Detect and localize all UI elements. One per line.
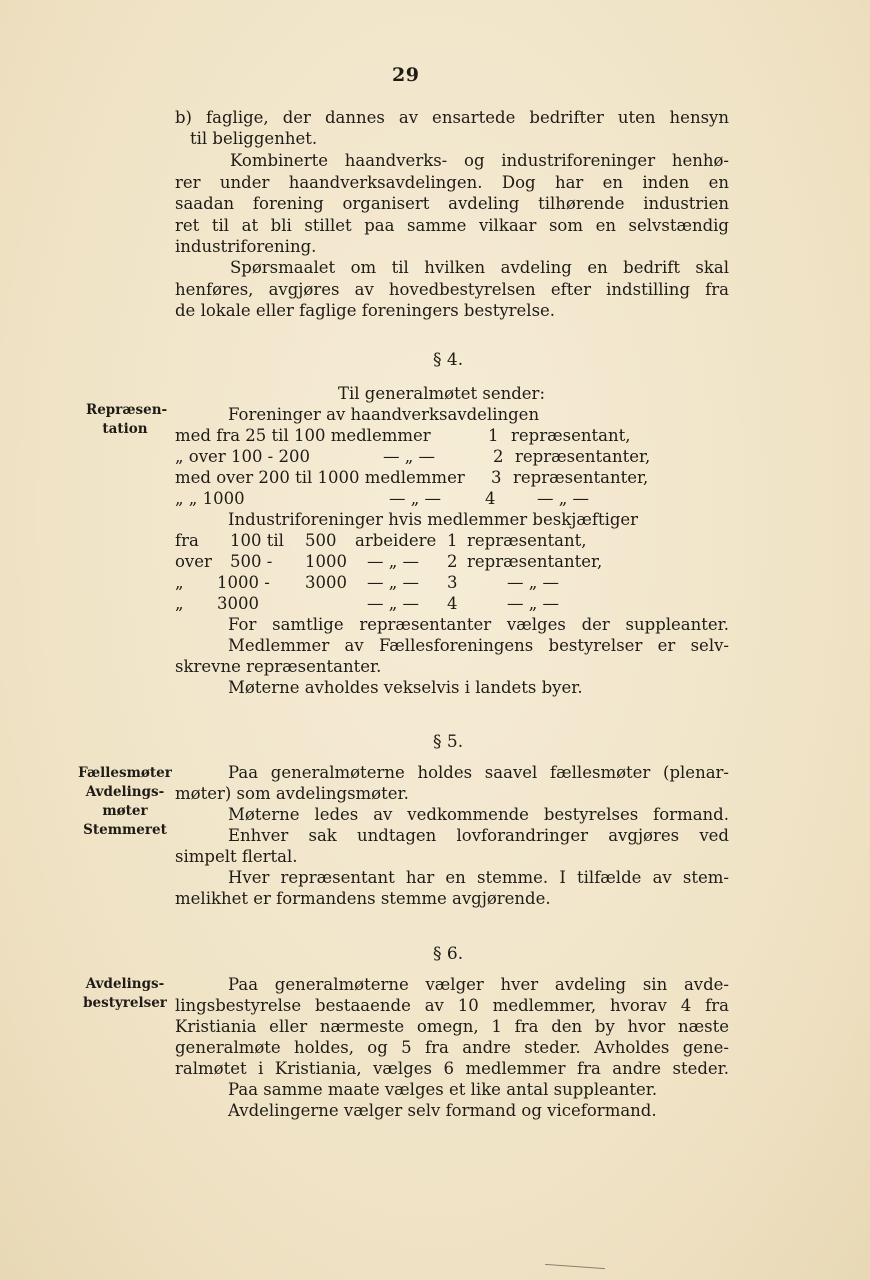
margin-note-line: Repræsen- <box>86 402 168 418</box>
section-6-heading: § 6. <box>433 944 464 964</box>
hv-cell: 3 <box>491 468 502 487</box>
hv-cell: — „ — <box>389 489 442 508</box>
section-6-line: Avdelingerne vælger selv formand og viceformand. <box>228 1101 657 1120</box>
section-4-closing: skrevne repræsentanter. <box>175 657 382 676</box>
section-6-line: generalmøte holdes, og 5 fra andre steder. Avholdes gene- <box>175 1038 729 1057</box>
ind-cell: 500 - <box>230 552 273 571</box>
section-5-line: Hver repræsentant har en stemme. I tilfælde av stem- <box>228 868 729 887</box>
hv-cell: „ over 100 - 200 <box>175 447 310 466</box>
ind-cell: „ <box>175 573 184 592</box>
ind-cell: „ <box>175 594 184 613</box>
margin-note-representation <box>86 401 168 439</box>
section-6-line: Paa generalmøterne vælger hver avdeling sin avde- <box>228 975 729 994</box>
ind-cell: 1000 - <box>217 573 270 592</box>
margin-note-line: Fællesmøter <box>78 765 172 781</box>
ind-cell: 1000 <box>305 552 347 571</box>
margin-note-avdelingsbestyrelser <box>78 975 172 1013</box>
section-4-closing: Møterne avholdes vekselvis i landets byer. <box>228 678 583 697</box>
hv-cell: repræsentant, <box>511 426 631 445</box>
section-5-line: møter) som avdelingsmøter. <box>175 784 409 803</box>
hv-cell: med over 200 til 1000 medlemmer <box>175 468 465 487</box>
section-6-line: Paa samme maate vælges et like antal suppleanter. <box>228 1080 658 1099</box>
section-5-heading: § 5. <box>433 732 464 752</box>
section-4-heading: § 4. <box>433 350 464 370</box>
ind-cell: repræsentant, <box>467 531 587 550</box>
margin-note-line: Avdelings- <box>85 784 165 800</box>
hv-cell: „ „ 1000 <box>175 489 245 508</box>
section-4-closing: For samtlige repræsentanter vælges der suppleanter. <box>228 615 729 634</box>
intro-line: industriforening. <box>175 237 317 256</box>
intro-line: rer under haandverksavdelingen. Dog har en inden en <box>175 173 729 192</box>
intro-line: Kombinerte haandverks- og industriforeninger henhø- <box>230 151 729 170</box>
margin-note-line: bestyrelser <box>83 995 167 1011</box>
section-4-sends: Til generalmøtet sender: <box>338 384 546 403</box>
section-4-ind-title: Industriforeninger hvis medlemmer beskjæftiger <box>228 510 639 529</box>
margin-note-line: tation <box>102 421 148 437</box>
section-5-line: Enhver sak undtagen lovforandringer avgjøres ved <box>228 826 729 845</box>
ind-cell: 2 <box>447 552 458 571</box>
intro-line: ret til at bli stillet paa samme vilkaar som en selvstændig <box>175 216 729 235</box>
hv-cell: — „ — <box>537 489 590 508</box>
hv-cell: 1 <box>488 426 499 445</box>
ind-cell: — „ — <box>367 552 420 571</box>
ind-cell: fra <box>175 531 199 550</box>
ind-cell: 3000 <box>305 573 347 592</box>
section-5-line: melikhet er formandens stemme avgjørende. <box>175 889 551 908</box>
section-5-line: Møterne ledes av vedkommende bestyrelses formand. <box>228 805 729 824</box>
section-5-line: Paa generalmøterne holdes saavel fællesmøter (plenar- <box>228 763 729 782</box>
hv-cell: repræsentanter, <box>513 468 649 487</box>
intro-line: Spørsmaalet om til hvilken avdeling en bedrift skal <box>230 258 729 277</box>
intro-line: henføres, avgjøres av hovedbestyrelsen efter indstilling fra <box>175 280 729 299</box>
ind-cell: 100 til <box>230 531 284 550</box>
ind-cell: — „ — <box>367 573 420 592</box>
hv-cell: 4 <box>485 489 496 508</box>
intro-line: b) faglige, der dannes av ensartede bedrifter uten hensyn <box>175 108 729 127</box>
margin-note-line: Stemmeret <box>83 822 167 838</box>
section-6-line: Kristiania eller nærmeste omegn, 1 fra den by hvor næste <box>175 1017 729 1036</box>
ind-cell: arbeidere <box>355 531 437 550</box>
ind-cell: 500 <box>305 531 337 550</box>
ind-cell: 1 <box>447 531 458 550</box>
hv-cell: — „ — <box>383 447 436 466</box>
hv-cell: repræsentanter, <box>515 447 651 466</box>
section-6-line: lingsbestyrelse bestaaende av 10 medlemmer, hvorav 4 fra <box>175 996 729 1015</box>
ind-cell: 3 <box>447 573 458 592</box>
hv-cell: med fra 25 til 100 medlemmer <box>175 426 431 445</box>
section-4-hv-title: Foreninger av haandverksavdelingen <box>228 405 540 424</box>
ind-cell: repræsentanter, <box>467 552 603 571</box>
ind-cell: 4 <box>447 594 458 613</box>
ind-cell: 3000 <box>217 594 259 613</box>
section-6-line: ralmøtet i Kristiania, vælges 6 medlemmer fra andre steder. <box>175 1059 729 1078</box>
page-number: 29 <box>392 64 420 86</box>
ind-cell: — „ — <box>507 594 560 613</box>
margin-note-line: møter <box>102 803 148 819</box>
margin-note-fellesmoter <box>78 764 172 840</box>
ind-cell: over <box>175 552 212 571</box>
intro-line: de lokale eller faglige foreningers bestyrelse. <box>175 301 556 320</box>
intro-line: til beliggenhet. <box>190 129 318 148</box>
margin-note-line: Avdelings- <box>85 976 165 992</box>
section-4-closing: Medlemmer av Fællesforeningens bestyrelser er selv- <box>228 636 729 655</box>
ind-cell: — „ — <box>367 594 420 613</box>
paper-crease-mark <box>545 1264 605 1270</box>
hv-cell: 2 <box>493 447 504 466</box>
section-5-line: simpelt flertal. <box>175 847 298 866</box>
intro-line: saadan forening organisert avdeling tilhørende industrien <box>175 194 729 213</box>
ind-cell: — „ — <box>507 573 560 592</box>
